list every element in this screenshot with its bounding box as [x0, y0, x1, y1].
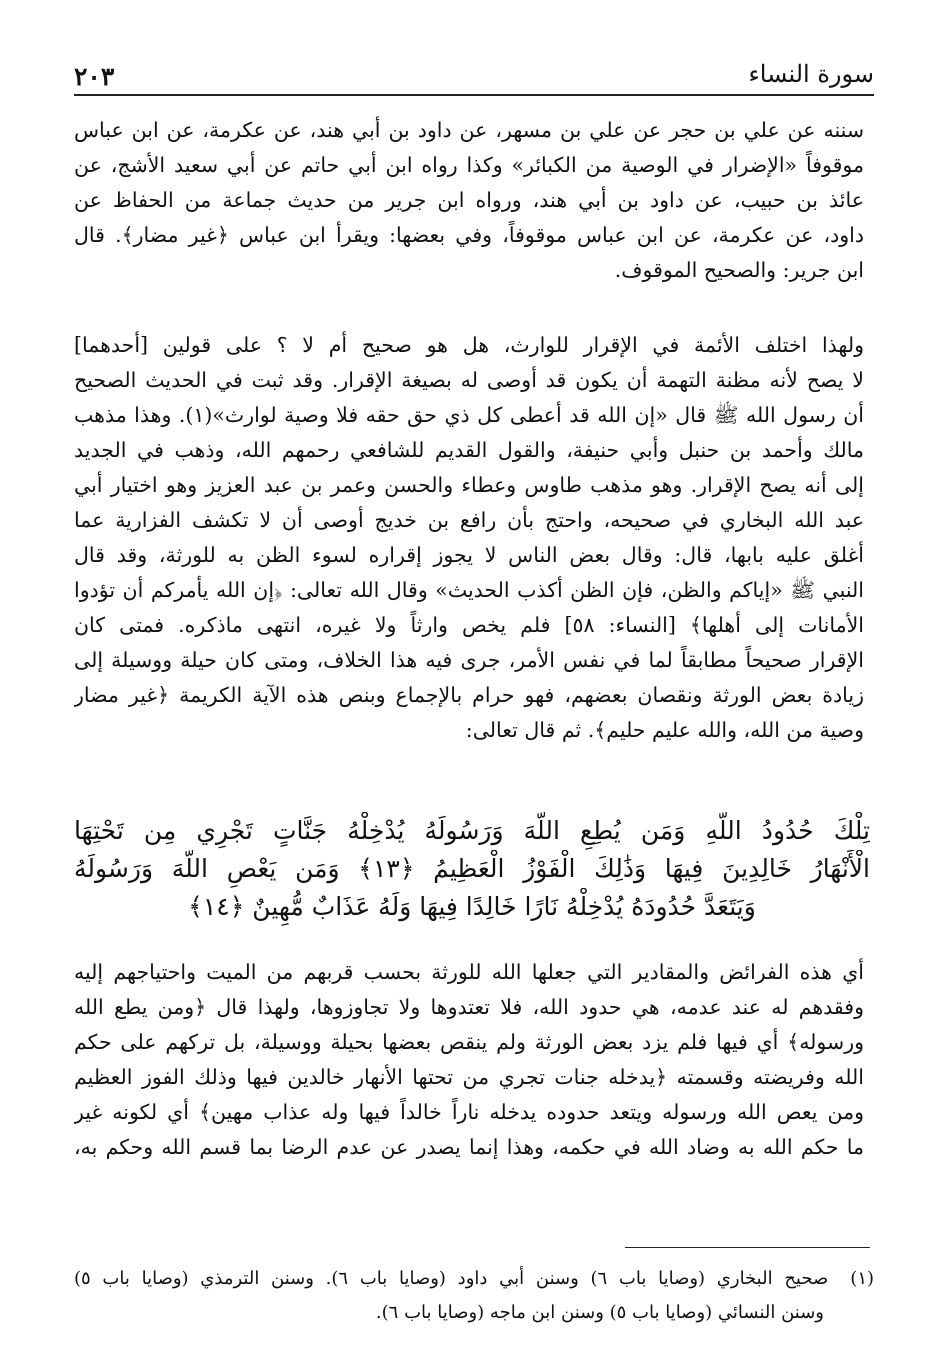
page-header: [74, 58, 874, 96]
text-line: موقوفاً «الإضرار في الوصية من الكبائر» وكذا رواه ابن أبي حاتم عن أبي سعيد الأشج، عن: [74, 153, 864, 177]
verse-line: الْأَنْهَارُ خَالِدِينَ فِيهَا وَذَٰلِكَ الْفَوْزُ الْعَظِيمُ ﴿١٣﴾ وَمَن يَعْصِ اللَّهَ وَرَسُولَهُ: [74, 854, 870, 883]
text-line: ما حكم الله به وضاد الله في حكمه، وهذا إنما يصدر عن عدم الرضا بما قسم الله وحكم به،: [74, 1135, 864, 1159]
verse-line: تِلْكَ حُدُودُ اللَّهِ وَمَن يُطِعِ اللَّهَ وَرَسُولَهُ يُدْخِلْهُ جَنَّاتٍ تَجْرِي مِن تَحْتِهَا: [74, 816, 870, 845]
text-line: الإقرار صحيحاً مطابقاً لما في نفس الأمر، جرى فيه هذا الخلاف، ومتى كان حيلة ووسيلة إلى: [74, 648, 864, 672]
text-line: لا يصح لأنه مظنة التهمة أن يكون قد أوصى له بصيغة الإقرار. وقد ثبت في الحديث الصحيح: [74, 368, 864, 392]
text-line: أن رسول الله ﷺ قال «إن الله قد أعطى كل ذي حق حقه فلا وصية لوارث»(١). وهذا مذهب: [74, 403, 864, 427]
paragraph-3: [74, 955, 864, 1165]
footnote-marker: (١): [850, 1268, 874, 1289]
text-line: ورسوله﴾ أي فيها فلم يزد بعض الورثة ولم ينقص بعضها بحيلة ووسيلة، بل تركهم على حكم: [74, 1030, 864, 1054]
text-line: سننه عن علي بن حجر عن علي بن مسهر، عن داود بن أبي هند، عن عكرمة، عن ابن عباس: [74, 118, 864, 142]
surah-title: سورة النساء: [748, 60, 874, 88]
paragraph-2: [74, 328, 864, 748]
text-line: وصية من الله، والله عليم حليم﴾. ثم قال تعالى:: [465, 718, 864, 742]
text-line: عبد الله البخاري في صحيحه، واحتج بأن رافع بن خديج أوصى أن لا تكشف الفزارية عما: [74, 508, 864, 532]
text-line: داود، عن عكرمة، عن ابن عباس موقوفاً، وفي بعضها: ويقرأ ابن عباس ﴿غير مضار﴾. قال: [74, 223, 864, 247]
footnote: [74, 1262, 874, 1330]
text-line: عائذ بن حبيب، عن داود بن أبي هند، ورواه ابن جرير من حديث جماعة من الحفاظ عن: [74, 188, 864, 212]
text-line: ولهذا اختلف الأئمة في الإقرار للوارث، هل هو صحيح أم لا ؟ على قولين [أحدهما]: [74, 333, 864, 357]
footnote-line: وسنن النسائي (وصايا باب ٥) وسنن ابن ماجه (وصايا باب ٦).: [375, 1302, 824, 1323]
paragraph-1: [74, 113, 864, 288]
footnote-line: [74, 1262, 874, 1296]
text-line: مالك وأحمد بن حنبل وأبي حنيفة، والقول القديم للشافعي رحمهم الله، وذهب في الجديد: [74, 438, 864, 462]
text-line: زيادة بعض الورثة ونقصان بعضهم، فهو حرام بالإجماع وبنص هذه الآية الكريمة ﴿غير مضار: [74, 683, 864, 707]
text-line: ابن جرير: والصحيح الموقوف.: [614, 258, 864, 282]
text-line: وفقدهم له عند عدمه، هي حدود الله، فلا تعتدوها ولا تجاوزوها، ولهذا قال ﴿ومن يطع الله: [74, 995, 864, 1019]
text-line: الأمانات إلى أهلها﴾ [النساء: ٥٨] فلم يخص وارثاً ولا غيره، انتهى ماذكره. فمتى كان: [74, 613, 864, 637]
text-line: ومن يعص الله ورسوله ويتعد حدوده يدخله ناراً خالداً فيها وله عذاب مهين﴾ أي لكونه غير: [74, 1100, 864, 1124]
footnote-divider: [625, 1247, 870, 1248]
page-number: ٢٠٣: [74, 62, 115, 91]
text-line: الله وفريضته وقسمته ﴿يدخله جنات تجري من تحتها الأنهار خالدين فيها وذلك الفوز العظيم: [74, 1065, 864, 1089]
text-line: أغلق عليه بابها، قال: وقال بعض الناس لا يجوز إقراره لسوء الظن به للورثة، وقد قال: [74, 543, 864, 567]
verse-line: وَيَتَعَدَّ حُدُودَهُ يُدْخِلْهُ نَارًا خَالِدًا فِيهَا وَلَهُ عَذَابٌ مُّهِينٌ ﴿١٤﴾: [188, 892, 756, 921]
quran-verse-block: [74, 812, 870, 926]
text-line: أي هذه الفرائض والمقادير التي جعلها الله للورثة بحسب قربهم من الميت واحتياجهم إليه: [74, 960, 864, 984]
text-line: إلى أنه يصح الإقرار. وهو مذهب طاوس وعطاء والحسن وعمر بن عبد العزيز وهو اختيار أبي: [74, 473, 864, 497]
footnote-text: صحيح البخاري (وصايا باب ٦) وسنن أبي داود (وصايا باب ٦). وسنن الترمذي (وصايا باب ٥): [74, 1268, 829, 1289]
text-line: النبي ﷺ «إياكم والظن، فإن الظن أكذب الحديث» وقال الله تعالى: ﴿إن الله يأمركم أن تؤدوا: [74, 578, 864, 602]
